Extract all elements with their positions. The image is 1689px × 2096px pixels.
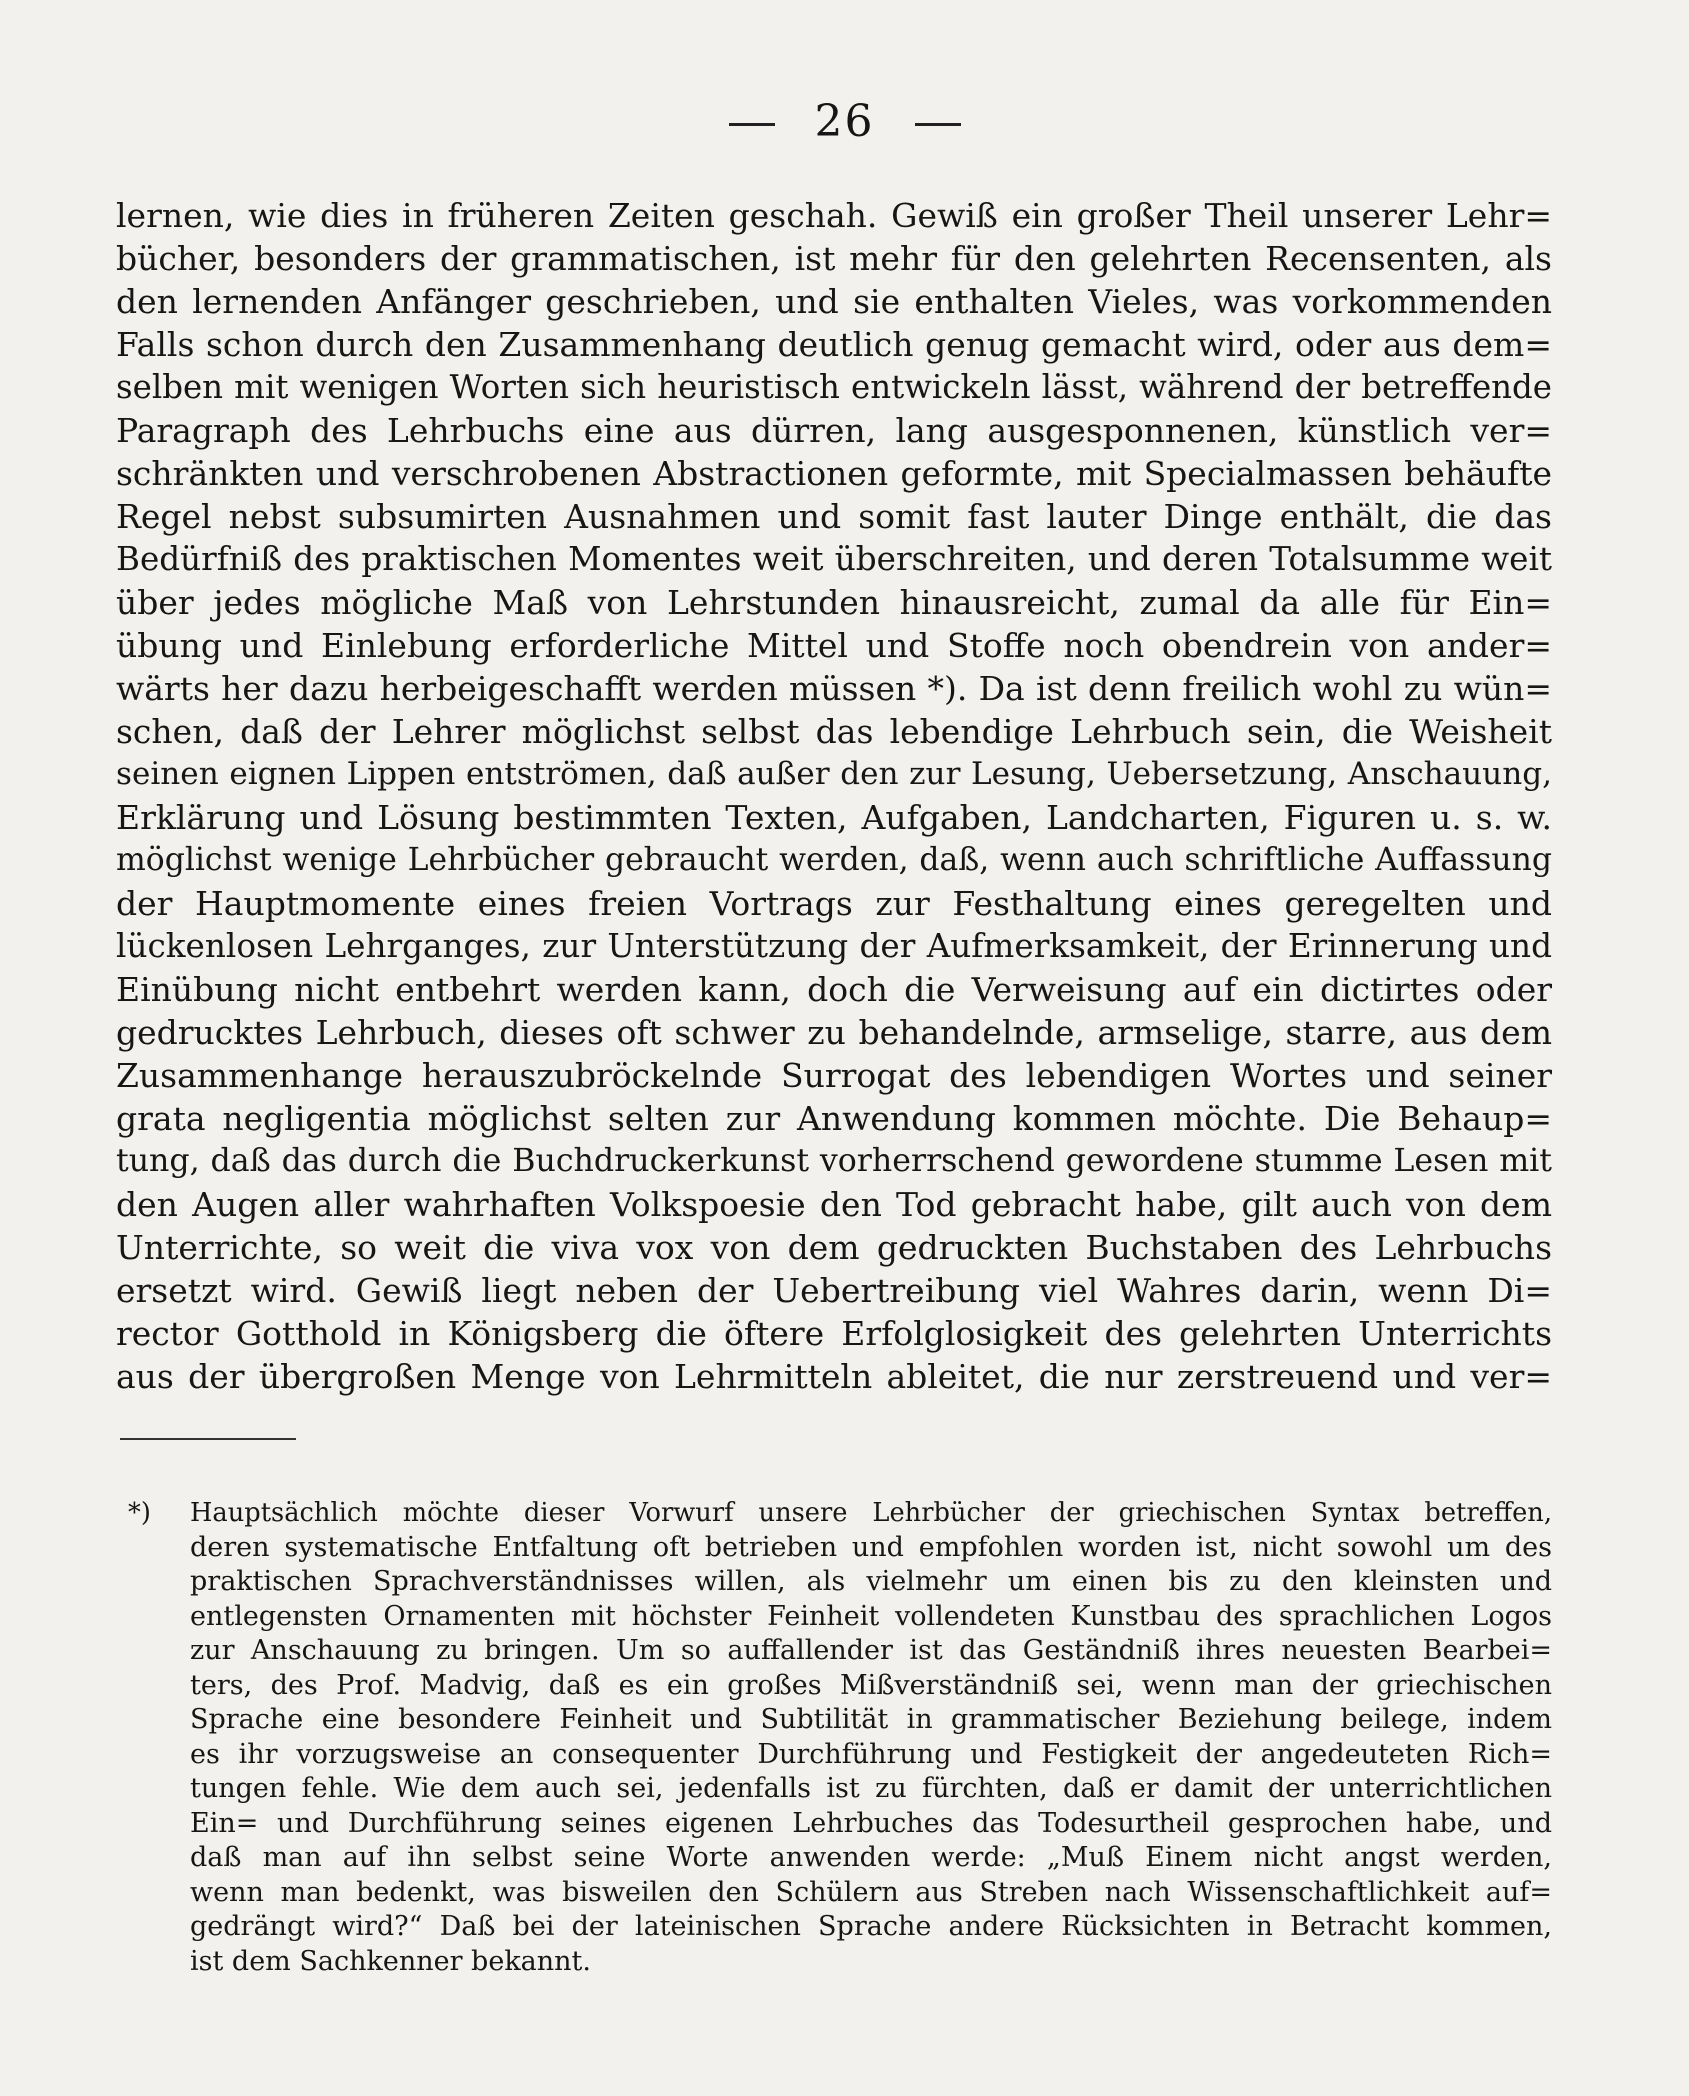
footnote-line: gedrängt wird?“ Daß bei der lateinischen Sprache andere Rücksichten in Betracht kommen, bbox=[190, 1911, 1552, 1942]
body-line: den Augen aller wahrhaften Volkspoesie den Tod gebracht habe, gilt auch von dem bbox=[116, 1185, 1552, 1224]
footnote-line: entlegensten Ornamenten mit höchster Feinheit vollendeten Kunstbau des sprachlichen Logos bbox=[190, 1600, 1552, 1632]
page-number: 26 bbox=[814, 96, 875, 147]
body-line: aus der übergroßen Menge von Lehrmitteln ableitet, die nur zerstreuend und ver= bbox=[116, 1357, 1552, 1396]
body-line: Falls schon durch den Zusammenhang deutlich genug gemacht wird, oder aus dem= bbox=[116, 325, 1552, 364]
footnote-line: Sprache eine besondere Feinheit und Subtilität in grammatischer Beziehung beilege, indem bbox=[190, 1704, 1552, 1735]
body-line: seinen eignen Lippen entströmen, daß außer den zur Lesung, Uebersetzung, Anschauung, bbox=[116, 756, 1552, 792]
body-line: Paragraph des Lehrbuchs eine aus dürren, lang ausgesponnenen, künstlich ver= bbox=[116, 411, 1552, 450]
footnote-line: tungen fehle. Wie dem auch sei, jedenfalls ist zu fürchten, daß er damit der unterrichtlichen bbox=[190, 1773, 1552, 1804]
body-line: Unterrichte, so weit die viva vox von dem gedruckten Buchstaben des Lehrbuchs bbox=[116, 1228, 1552, 1267]
main-body-text bbox=[116, 194, 1552, 1398]
body-line: ersetzt wird. Gewiß liegt neben der Uebertreibung viel Wahres darin, wenn Di= bbox=[116, 1271, 1552, 1310]
page-number-header bbox=[0, 96, 1689, 147]
body-line: über jedes mögliche Maß von Lehrstunden hinausreicht, zumal da alle für Ein= bbox=[116, 583, 1552, 622]
body-line: grata negligentia möglichst selten zur Anwendung kommen möchte. Die Behaup= bbox=[116, 1099, 1552, 1138]
left-dash-ornament bbox=[729, 123, 775, 126]
body-line: schränkten und verschrobenen Abstractionen geformte, mit Specialmassen behäufte bbox=[116, 454, 1552, 493]
body-line: schen, daß der Lehrer möglichst selbst das lebendige Lehrbuch sein, die Weisheit bbox=[116, 712, 1552, 751]
footnote-line: ters, des Prof. Madvig, daß es ein großes Mißverständniß sei, wenn man der griechischen bbox=[190, 1669, 1552, 1701]
footnote-line: deren systematische Entfaltung oft betrieben und empfohlen worden ist, nicht sowohl um des bbox=[190, 1531, 1552, 1563]
body-line: der Hauptmomente eines freien Vortrags zur Festhaltung eines geregelten und bbox=[116, 884, 1552, 923]
body-line: lernen, wie dies in früheren Zeiten geschah. Gewiß ein großer Theil unserer Lehr= bbox=[116, 196, 1552, 235]
body-line: Bedürfniß des praktischen Momentes weit überschreiten, und deren Totalsumme weit bbox=[116, 540, 1552, 578]
footnote-line: es ihr vorzugsweise an consequenter Durchführung und Festigkeit der angedeuteten Rich= bbox=[190, 1738, 1552, 1770]
body-line: Zusammenhange herauszubröckelnde Surrogat des lebendigen Wortes und seiner bbox=[116, 1056, 1552, 1095]
footnote-line: daß man auf ihn selbst seine Worte anwenden werde: „Muß Einem nicht angst werden, bbox=[190, 1842, 1552, 1873]
body-line: rector Gotthold in Königsberg die öftere Erfolglosigkeit des gelehrten Unterrichts bbox=[116, 1314, 1552, 1353]
body-line: übung und Einlebung erforderliche Mittel und Stoffe noch obendrein von ander= bbox=[116, 626, 1552, 665]
body-line: selben mit wenigen Worten sich heuristisch entwickeln lässt, während der betreffende bbox=[116, 368, 1552, 406]
footnote-line: Ein= und Durchführung seines eigenen Lehrbuches das Todesurtheil gesprochen habe, und bbox=[190, 1807, 1552, 1839]
body-line: bücher, besonders der grammatischen, ist mehr für den gelehrten Recensenten, als bbox=[116, 239, 1552, 278]
footnote-line: wenn man bedenkt, was bisweilen den Schülern aus Streben nach Wissenschaftlichkeit auf= bbox=[190, 1876, 1552, 1908]
footnote-line-text: Hauptsächlich möchte dieser Vorwurf unsere Lehrbücher der griechischen Syntax betreffen, bbox=[190, 1498, 1552, 1528]
footnote-line: ist dem Sachkenner bekannt. bbox=[190, 1945, 591, 1977]
footnote-line: praktischen Sprachverständnisses willen, als vielmehr um einen bis zu den kleinsten und bbox=[190, 1566, 1552, 1597]
body-line: Einübung nicht entbehrt werden kann, doch die Verweisung auf ein dictirtes oder bbox=[116, 970, 1552, 1009]
body-line: Erklärung und Lösung bestimmten Texten, Aufgaben, Landcharten, Figuren u. s. w. bbox=[116, 798, 1552, 837]
body-line: Regel nebst subsumirten Ausnahmen und somit fast lauter Dinge enthält, die das bbox=[116, 497, 1552, 536]
body-line: tung, daß das durch die Buchdruckerkunst vorherrschend gewordene stumme Lesen mit bbox=[116, 1143, 1552, 1179]
body-line: den lernenden Anfänger geschrieben, und sie enthalten Vieles, was vorkommenden bbox=[116, 282, 1552, 321]
footnote bbox=[128, 1496, 1552, 1979]
footnote-line-first bbox=[128, 1496, 1552, 1531]
right-dash-ornament bbox=[915, 123, 961, 126]
body-line: lückenlosen Lehrganges, zur Unterstützung der Aufmerksamkeit, der Erinnerung und bbox=[116, 927, 1552, 965]
footnote-separator-rule bbox=[120, 1438, 296, 1440]
body-line: wärts her dazu herbeigeschafft werden müssen *). Da ist denn freilich wohl zu wün= bbox=[116, 669, 1552, 708]
body-line: gedrucktes Lehrbuch, dieses oft schwer zu behandelnde, armselige, starre, aus dem bbox=[116, 1013, 1552, 1052]
body-line: möglichst wenige Lehrbücher gebraucht werden, daß, wenn auch schriftliche Auffassung bbox=[116, 842, 1552, 878]
footnote-marker: *) bbox=[128, 1498, 151, 1528]
footnote-line: zur Anschauung zu bringen. Um so auffallender ist das Geständniß ihres neuesten Bearbei= bbox=[190, 1635, 1552, 1666]
